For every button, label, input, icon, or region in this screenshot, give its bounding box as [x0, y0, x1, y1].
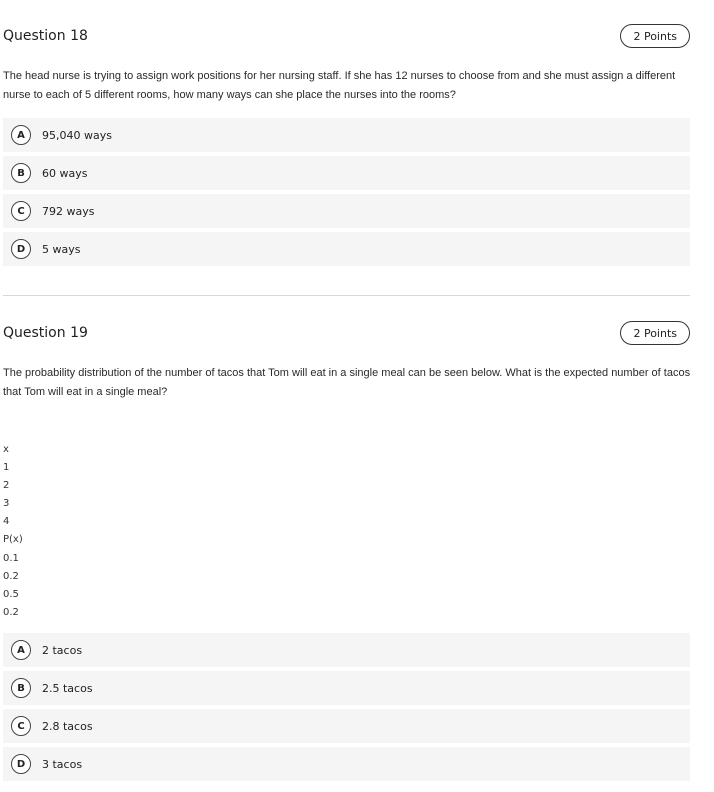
question-19-options [3, 633, 690, 785]
option-text: 5 ways [42, 242, 81, 256]
table-item: 1 [3, 462, 10, 474]
probability-table [3, 441, 23, 622]
option-text: 2.8 tacos [42, 719, 93, 733]
option-text: 95,040 ways [42, 128, 112, 142]
question-19-option-a[interactable] [3, 633, 690, 667]
question-19-option-b[interactable] [3, 671, 690, 705]
question-19-header [3, 321, 690, 345]
question-18-header [3, 24, 690, 48]
question-18-option-c[interactable] [3, 194, 690, 228]
question-19-option-c[interactable] [3, 709, 690, 743]
table-item: 2 [3, 480, 10, 492]
option-text: 792 ways [42, 204, 95, 218]
question-19-points-badge[interactable]: 2 Points [620, 321, 690, 345]
table-item: 0.2 [3, 606, 19, 618]
option-text: 2 tacos [42, 643, 83, 657]
option-letter-b: B [11, 678, 31, 698]
table-item: 0.2 [3, 570, 19, 582]
option-text: 3 tacos [42, 757, 83, 771]
table-item: 3 [3, 498, 10, 510]
question-18-title: Question 18 [3, 28, 88, 44]
question-18-option-a[interactable] [3, 118, 690, 152]
option-letter-a: A [11, 640, 31, 660]
option-text: 2.5 tacos [42, 681, 93, 695]
table-item: x [3, 444, 9, 455]
question-divider [3, 295, 690, 296]
question-18-option-b[interactable] [3, 156, 690, 190]
table-item: 0.5 [3, 588, 19, 600]
question-19-option-d[interactable] [3, 747, 690, 781]
table-item: 0.1 [3, 552, 19, 564]
option-text: 60 ways [42, 166, 88, 180]
option-letter-d: D [11, 239, 31, 259]
question-18-text: The head nurse is trying to assign work positions for her nursing staff. If she has 12 nurses to choose from and she must assign a different nurse to each of 5 different rooms, how many ways can she place the nurses into the rooms? [3, 70, 676, 101]
option-letter-d: D [11, 754, 31, 774]
question-18-points-badge[interactable]: 2 Points [620, 24, 690, 48]
option-letter-c: C [11, 201, 31, 221]
table-item: P(x) [3, 534, 23, 546]
question-19-text: The probability distribution of the number of tacos that Tom will eat in a single meal can be seen below. What is the expected number of tacos that Tom will eat in a single meal? [3, 367, 691, 398]
option-letter-a: A [11, 125, 31, 145]
table-item: 4 [3, 516, 10, 528]
question-18-option-d[interactable] [3, 232, 690, 266]
question-19-title: Question 19 [3, 325, 88, 341]
question-18-options [3, 118, 690, 270]
option-letter-b: B [11, 163, 31, 183]
option-letter-c: C [11, 716, 31, 736]
